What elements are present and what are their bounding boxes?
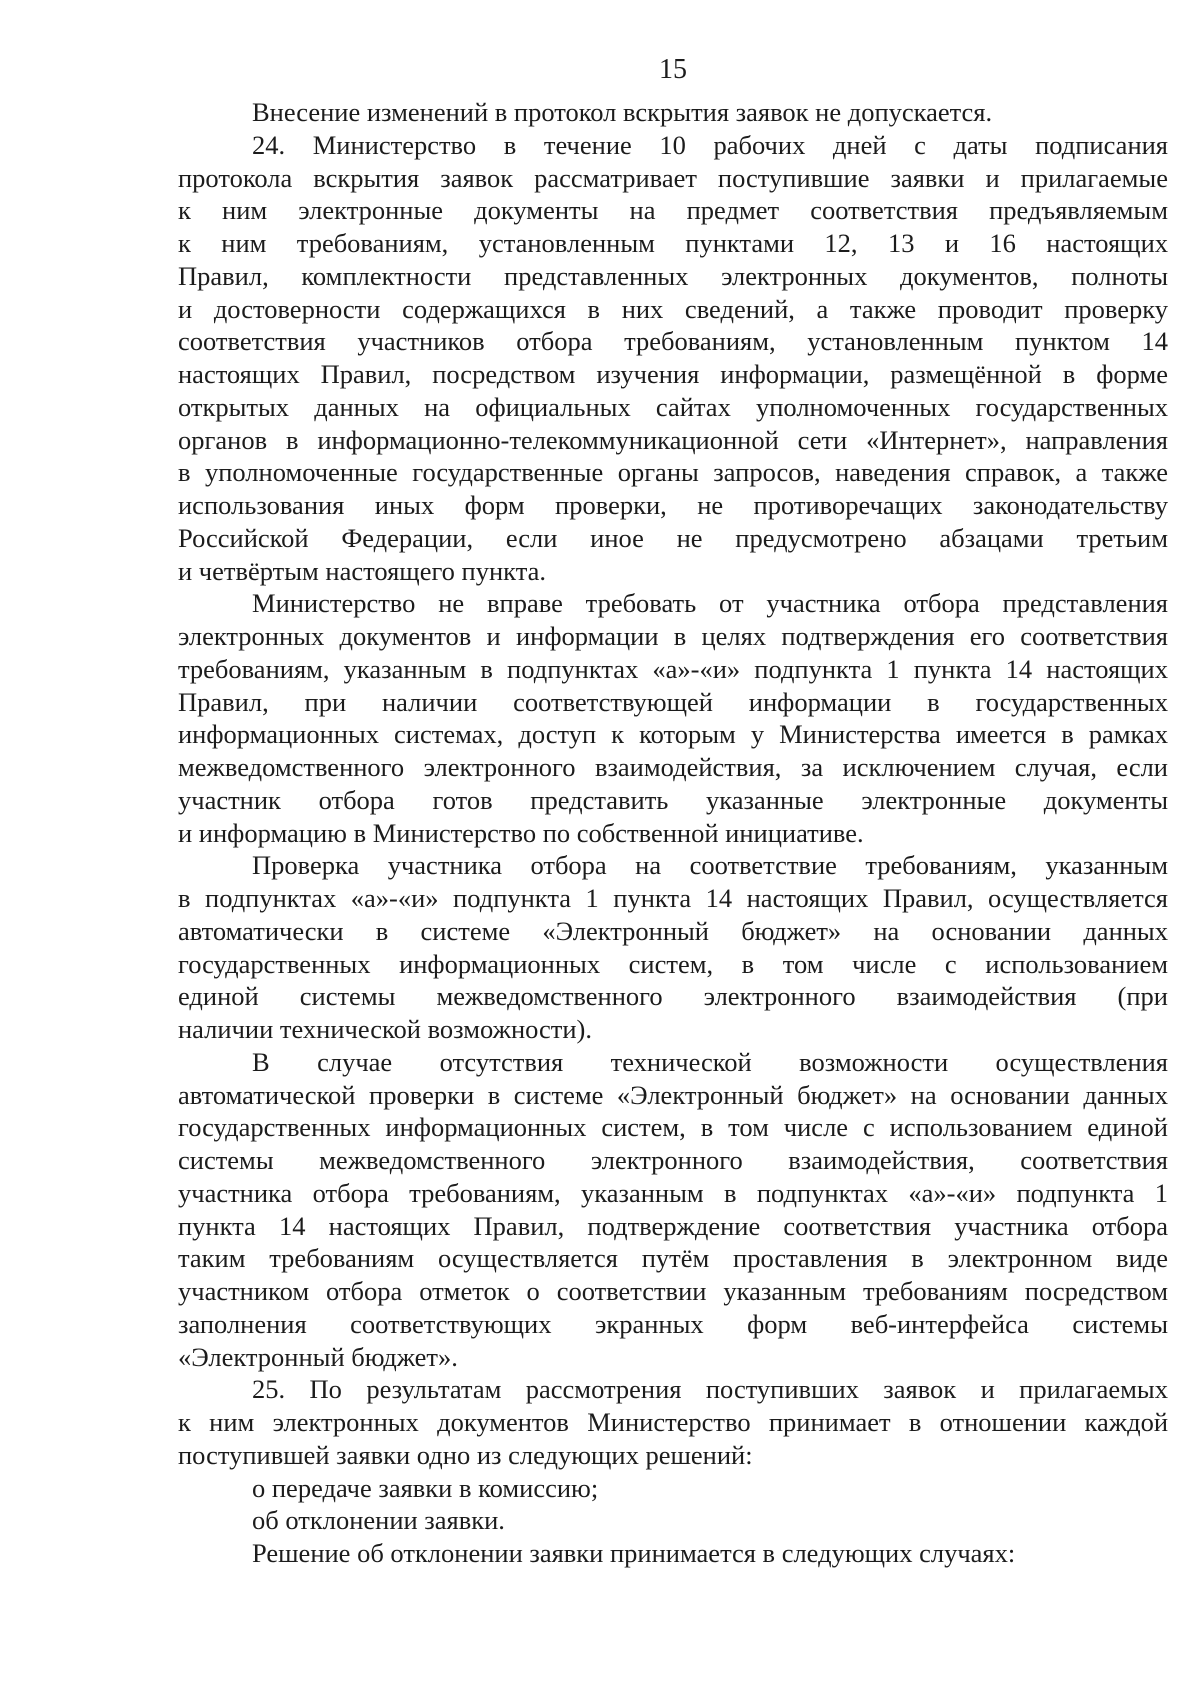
text-line: к ним электронные документы на предмет соответствия предъявляемым [178,195,1168,226]
text-line: единой системы межведомственного электронного взаимодействия (при [178,981,1168,1012]
text-line: и достоверности содержащихся в них сведений, а также проводит проверку [178,293,1168,324]
text-line: и информацию в Министерство по собственной инициативе. [178,817,864,848]
text-line: в уполномоченные государственные органы запросов, наведения справок, а также [178,457,1168,488]
text-line: автоматически в системе «Электронный бюджет» на основании данных [178,915,1168,946]
text-line: и четвёртым настоящего пункта. [178,555,546,586]
text-line: Решение об отклонении заявки принимается в следующих случаях: [252,1538,1016,1568]
document-body [178,96,1168,1570]
text-line: государственных информационных систем, в том числе с использованием единой [178,1112,1168,1143]
text-line: государственных информационных систем, в том числе с использованием [178,948,1168,979]
text-line: настоящих Правил, посредством изучения информации, размещённой в форме [178,359,1168,389]
text-line: протокола вскрытия заявок рассматривает поступившие заявки и прилагаемые [178,162,1168,193]
text-line: электронных документов и информации в целях подтверждения его соответствия [178,621,1168,651]
text-line: участником отбора отметок о соответствии указанным требованиям посредством [178,1276,1168,1306]
page-number: 15 [659,54,687,85]
text-line: использования иных форм проверки, не противоречащих законодательству [178,490,1168,520]
text-line: требованиям, указанным в подпунктах «а»-«и» подпункта 1 пункта 14 настоящих [178,653,1168,684]
text-line: пункта 14 настоящих Правил, подтверждение соответствия участника отбора [178,1210,1168,1241]
text-line: в подпунктах «а»-«и» подпункта 1 пункта 14 настоящих Правил, осуществляется [178,883,1168,913]
text-line: об отклонении заявки. [252,1505,505,1536]
text-line: участника отбора требованиям, указанным в подпунктах «а»-«и» подпункта 1 [178,1177,1168,1208]
text-line: к ним требованиям, установленным пунктами 12, 13 и 16 настоящих [178,228,1168,258]
text-line: системы межведомственного электронного взаимодействия, соответствия [178,1145,1168,1175]
text-line: Проверка участника отбора на соответствие требованиям, указанным [252,850,1168,881]
text-line: открытых данных на официальных сайтах уполномоченных государственных [178,391,1168,422]
text-line: соответствия участников отбора требованиям, установленным пунктом 14 [178,326,1168,357]
text-line: Министерство не вправе требовать от участника отбора представления [252,588,1168,619]
text-line: информационных системах, доступ к которым у Министерства имеется в рамках [178,719,1168,750]
text-line: автоматической проверки в системе «Электронный бюджет» на основании данных [178,1079,1168,1110]
text-line: заполнения соответствующих экранных форм веб-интерфейса системы [178,1308,1168,1339]
text-line: Правил, комплектности представленных электронных документов, полноты [178,260,1168,291]
text-line: наличии технической возможности). [178,1014,593,1044]
text-line: поступившей заявки одно из следующих решений: [178,1439,753,1470]
text-line: Внесение изменений в протокол вскрытия заявок не допускается. [252,97,993,127]
text-line: межведомственного электронного взаимодействия, за исключением случая, если [178,752,1168,782]
text-line: В случае отсутствия технической возможности осуществления [252,1046,1168,1077]
text-line: 25. По результатам рассмотрения поступивших заявок и прилагаемых [252,1374,1168,1405]
text-line: таким требованиям осуществляется путём проставления в электронном виде [178,1243,1168,1274]
text-line: органов в информационно-телекоммуникационной сети «Интернет», направления [178,424,1168,455]
text-line: к ним электронных документов Министерство принимает в отношении каждой [178,1407,1168,1437]
text-line: участник отбора готов представить указанные электронные документы [178,784,1168,815]
text-line: «Электронный бюджет». [178,1341,458,1372]
text-line: Российской Федерации, если иное не предусмотрено абзацами третьим [178,522,1168,553]
text-line: Правил, при наличии соответствующей информации в государственных [178,686,1168,717]
text-line: о передаче заявки в комиссию; [252,1472,599,1503]
text-line: 24. Министерство в течение 10 рабочих дней с даты подписания [252,129,1168,160]
